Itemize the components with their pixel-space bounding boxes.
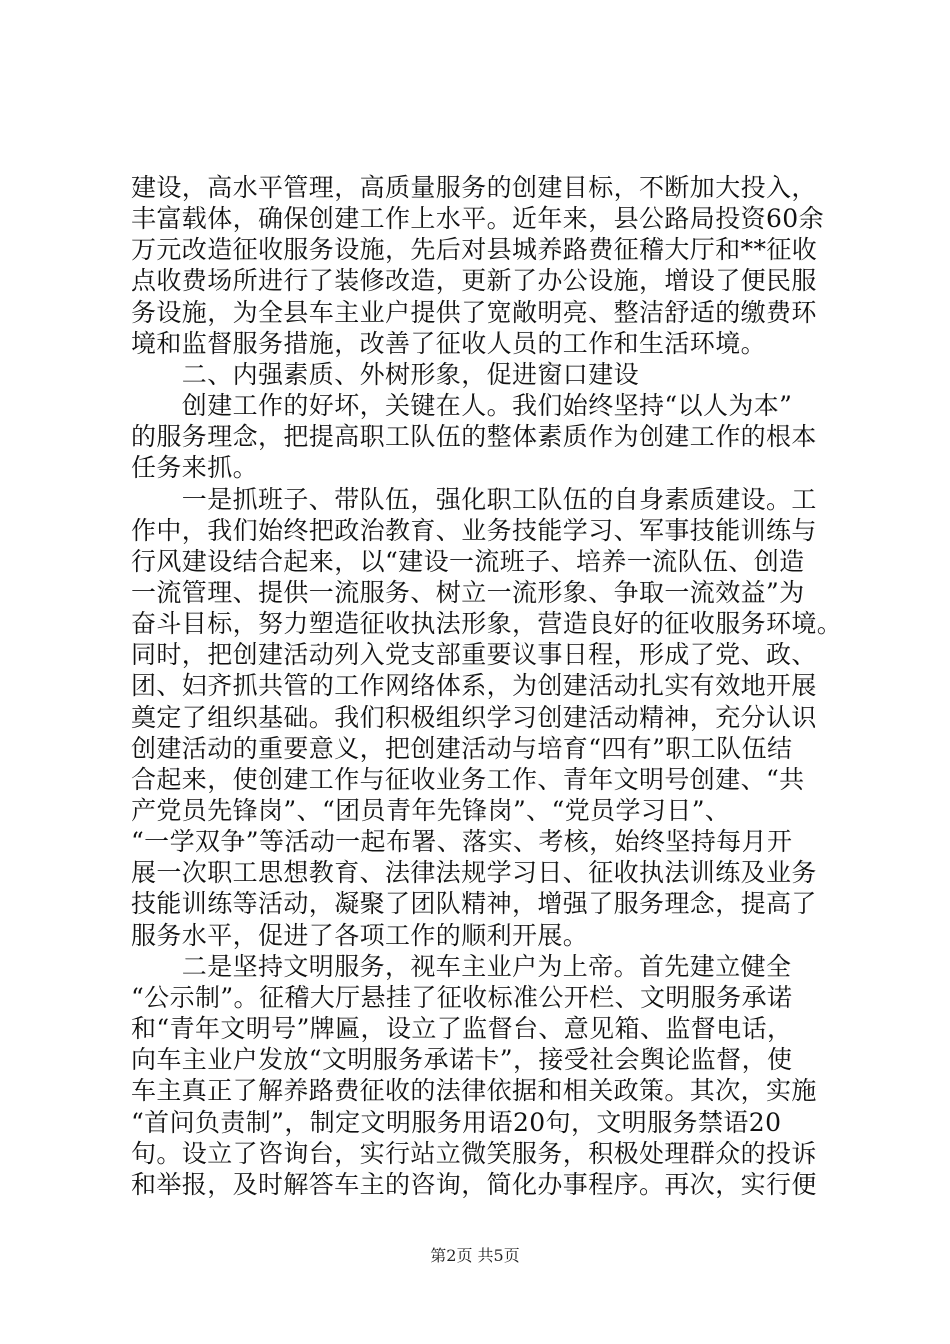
- text-line: “一学双争”等活动一起布署、落实、考核，始终坚持每月开: [131, 827, 793, 857]
- text-line: 和举报，及时解答车主的咨询，简化办事程序。再次，实行便: [131, 1169, 817, 1199]
- text-line: 创建工作的好坏，关键在人。我们始终坚持“以人为本”: [131, 391, 793, 421]
- text-line: 任务来抓。: [131, 453, 259, 483]
- text-line: 作中，我们始终把政治教育、业务技能学习、军事技能训练与: [131, 515, 817, 545]
- text-line: 的服务理念，把提高职工队伍的整体素质作为创建工作的根本: [131, 422, 817, 452]
- text-line: 句。设立了咨询台，实行站立微笑服务，积极处理群众的投诉: [131, 1138, 817, 1168]
- text-line: 同时，把创建活动列入党支部重要议事日程，形成了党、政、: [131, 640, 817, 670]
- text-line: 奋斗目标，努力塑造征收执法形象，营造良好的征收服务环境。: [131, 609, 843, 639]
- text-line: 奠定了组织基础。我们积极组织学习创建活动精神，充分认识: [131, 702, 817, 732]
- text-line: 向车主业户发放“文明服务承诺卡”，接受社会舆论监督，使: [131, 1045, 793, 1075]
- text-line: 丰富载体，确保创建工作上水平。近年来，县公路局投资60余: [131, 204, 825, 234]
- text-line: 合起来，使创建工作与征收业务工作、青年文明号创建、“共: [131, 764, 805, 794]
- text-line: 展一次职工思想教育、法律法规学习日、征收执法训练及业务: [131, 858, 817, 888]
- text-line: 产党员先锋岗”、“团员青年先锋岗”、“党员学习日”、: [131, 796, 731, 826]
- text-line: 技能训练等活动，凝聚了团队精神，增强了服务理念，提高了: [131, 889, 817, 919]
- page-footer: 第2页 共5页: [430, 1246, 520, 1265]
- text-line: “首问负责制”，制定文明服务用语20句，文明服务禁语20: [131, 1107, 782, 1137]
- text-line: 创建活动的重要意义，把创建活动与培育“四有”职工队伍结: [131, 733, 793, 763]
- text-line: 建设，高水平管理，高质量服务的创建目标，不断加大投入，: [131, 173, 817, 202]
- text-line: 和“青年文明号”牌匾，设立了监督台、意见箱、监督电话，: [131, 1014, 793, 1044]
- text-line: 一是抓班子、带队伍，强化职工队伍的自身素质建设。工: [131, 484, 817, 514]
- text-line: 境和监督服务措施，改善了征收人员的工作和生活环境。: [131, 328, 767, 358]
- text-line: 务设施，为全县车主业户提供了宽敞明亮、整洁舒适的缴费环: [131, 297, 817, 327]
- text-line: 点收费场所进行了装修改造，更新了办公设施，增设了便民服: [131, 266, 817, 296]
- text-line: 万元改造征收服务设施，先后对县城养路费征稽大厅和**征收: [131, 235, 818, 265]
- text-line: “公示制”。征稽大厅悬挂了征收标准公开栏、文明服务承诺: [131, 982, 793, 1012]
- text-line: 一流管理、提供一流服务、树立一流形象、争取一流效益”为: [131, 577, 805, 607]
- text-line: 二是坚持文明服务，视车主业户为上帝。首先建立健全: [131, 951, 792, 981]
- text-line: 团、妇齐抓共管的工作网络体系，为创建活动扎实有效地开展: [131, 671, 817, 701]
- text-line: 行风建设结合起来，以“建设一流班子、培养一流队伍、创造: [131, 546, 805, 576]
- text-line: 服务水平，促进了各项工作的顺利开展。: [131, 920, 589, 950]
- text-line: 车主真正了解养路费征收的法律依据和相关政策。其次，实施: [131, 1076, 817, 1106]
- section-heading: 二、内强素质、外树形象，促进窗口建设: [131, 359, 640, 389]
